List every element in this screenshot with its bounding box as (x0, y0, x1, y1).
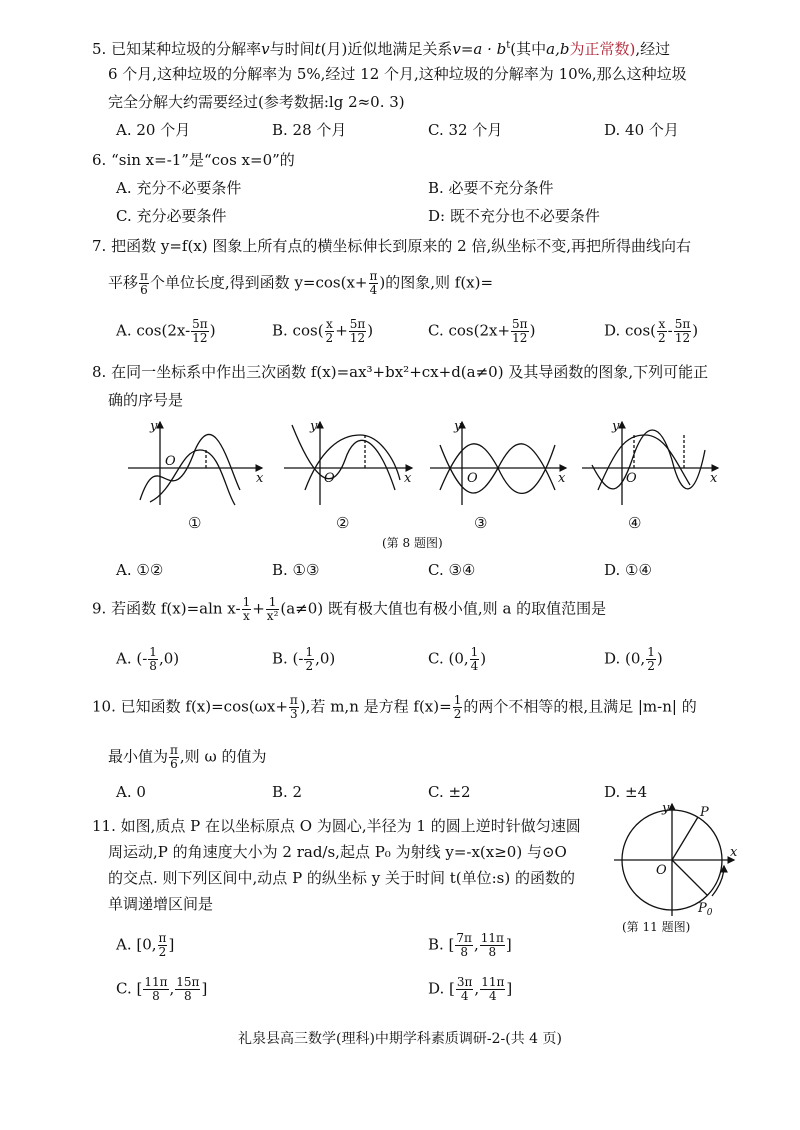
q11-line1: 11. 如图,质点 P 在以坐标原点 O 为圆心,半径为 1 的圆上逆时针做匀速圆 (92, 817, 581, 835)
q6-option-c: C. 充分必要条件 (116, 207, 227, 225)
q8-option-a: A. ①② (116, 561, 164, 579)
q5-option-b: B. 28 个月 (272, 121, 347, 139)
q5-exponent: t (506, 40, 511, 51)
q11-option-c: C. [ $\frac{11\pi}{8}$ , $\frac{15\pi}{8}$ ] (116, 975, 208, 1003)
q10-line1: 10. 已知函数 f(x)=cos(ωx+ $\frac{\pi}{3}$ ),若 m,n 是方程 f(x)= $\frac{1}{2}$ 的两个不相等的根,且满足 |m-n| 的 (92, 693, 697, 721)
q7-frac-pi-6: $\frac{\pi}{6}$ (140, 269, 148, 297)
q11-caption: (第 11 题图) (622, 920, 691, 934)
q8-g4-o: O (626, 471, 637, 486)
q8-g4-x: x (710, 471, 718, 486)
q8-g3-o: O (467, 471, 478, 486)
q8-graph-3 (430, 422, 566, 505)
q11-line2: 周运动,P 的角速度大小为 2 rad/s,起点 P₀ 为射线 y=-x(x≥0) 与⊙O (108, 843, 567, 861)
q5-line3: 完全分解大约需要经过(参考数据:lg 2≈0. 3) (108, 93, 405, 111)
q8-option-d: D. ①④ (604, 561, 652, 579)
q7-text-c: )的图象,则 f(x)= (379, 273, 494, 292)
q5-formula: v=a · b (452, 40, 507, 58)
q11-label-p: P (700, 805, 709, 820)
q5-var-v: v (261, 40, 270, 58)
q10-option-c: C. ±2 (428, 783, 471, 801)
q7-text-a: 平移 (108, 273, 139, 292)
q5-option-a: A. 20 个月 (116, 121, 191, 139)
q10-option-d: D. ±4 (604, 783, 648, 801)
q9-option-c: C. (0, $\frac{1}{4}$ ) (428, 645, 487, 673)
q8-option-b: B. ①③ (272, 561, 320, 579)
q5-option-c: C. 32 个月 (428, 121, 503, 139)
q5-option-d: D. 40 个月 (604, 121, 679, 139)
q8-g4-y: y (612, 419, 620, 434)
q11-label-o: O (656, 863, 667, 878)
q11-ray-p0 (672, 860, 707, 895)
q8-g3-y: y (454, 419, 462, 434)
q5-text-g: (其中 (510, 40, 547, 58)
q8-g2-y: y (310, 419, 318, 434)
q8-g2-x: x (404, 471, 412, 486)
q5-text-j: ,经过 (635, 40, 671, 58)
q10-option-a: A. 0 (116, 783, 146, 801)
q11-line3: 的交点. 则下列区间中,动点 P 的纵坐标 y 关于时间 t(单位:s) 的函数的 (108, 869, 575, 887)
q11-option-a: A. [0, $\frac{\pi}{2}$ ] (116, 931, 175, 959)
q6-option-d: D: 既不充分也不必要条件 (428, 207, 600, 225)
q7-line2 (108, 270, 493, 297)
q11-option-d: D. [ $\frac{3\pi}{4}$ , $\frac{11\pi}{4}$ ] (428, 975, 513, 1003)
q9-option-a: A. (- $\frac{1}{8}$ ,0) (116, 645, 180, 673)
q11-label-p0: $P_0$ (698, 901, 713, 918)
q9-option-d: D. (0, $\frac{1}{2}$ ) (604, 645, 663, 673)
q7-option-b: B. cos( $\frac{x}{2}$ + $\frac{5\pi}{12}$ ) (272, 317, 374, 345)
q8-figure (0, 410, 800, 550)
q5-highlight: 为正常数) (569, 40, 636, 58)
q7-text-b: 个单位长度,得到函数 y=cos(x+ (149, 273, 368, 292)
q5-var-t: t (314, 40, 321, 58)
q5-text-e: (月)近似地满足关系 (320, 40, 453, 58)
q5-text-c: 与时间 (269, 40, 315, 58)
q8-label-1: ① (188, 514, 202, 532)
q5-line2: 6 个月,这种垃圾的分解率为 5%,经过 12 个月,这种垃圾的分解率为 10%,那么这种垃圾 (108, 65, 687, 83)
q6-option-a: A. 充分不必要条件 (116, 179, 242, 197)
q8-graph-1 (128, 422, 262, 505)
q9-stem: 9. 若函数 f(x)=aln x- $\frac{1}{x}$ + $\frac{1}{\text{x²}}$ (a≠0) 既有极大值也有极小值,则 a 的取值范围是 (92, 595, 607, 623)
q8-label-2: ② (336, 514, 350, 532)
q8-graph-4 (582, 422, 718, 505)
q8-g1-o: O (165, 454, 176, 469)
q11-option-b: B. [ $\frac{7\pi}{8}$ , $\frac{11\pi}{8}$ ] (428, 931, 512, 959)
q7-frac-pi-4: $\frac{\pi}{4}$ (369, 269, 378, 297)
q11-line4: 单调递增区间是 (108, 895, 214, 913)
q8-line1: 8. 在同一坐标系中作出三次函数 f(x)=ax³+bx²+cx+d(a≠0) 及其导函数的图象,下列可能正 (92, 363, 709, 381)
q7-option-d: D. cos( $\frac{x}{2}$ - $\frac{5\pi}{12}$ ) (604, 317, 699, 345)
q6-option-b: B. 必要不充分条件 (428, 179, 554, 197)
q8-g1-x: x (256, 471, 264, 486)
q8-caption: (第 8 题图) (382, 536, 443, 550)
q5-text-a: 5. 已知某种垃圾的分解率 (92, 40, 262, 58)
q10-line2: 最小值为 $\frac{\pi}{6}$ ,则 ω 的值为 (108, 743, 267, 771)
q7-option-c: C. cos(2x+ $\frac{5\pi}{12}$ ) (428, 317, 536, 345)
q5-vars-ab: a,b (546, 40, 570, 58)
q8-label-3: ③ (474, 514, 488, 532)
q11-ray-p (672, 817, 698, 860)
page-footer: 礼泉县高三数学(理科)中期学科素质调研-2-(共 4 页) (237, 1031, 563, 1047)
q11-label-x: x (730, 845, 738, 860)
q7-line1: 7. 把函数 y=f(x) 图象上所有点的横坐标伸长到原来的 2 倍,纵坐标不变,再把所得曲线向右 (92, 237, 691, 255)
q11-label-y: y (662, 801, 670, 816)
q9-option-b: B. (- $\frac{1}{2}$ ,0) (272, 645, 336, 673)
q6-stem: 6. “sin x=-1”是“cos x=0”的 (92, 151, 295, 169)
q8-label-4: ④ (628, 514, 642, 532)
q8-graph-2 (284, 422, 412, 505)
q10-option-b: B. 2 (272, 783, 303, 801)
q8-g1-y: y (150, 419, 158, 434)
q8-line2: 确的序号是 (108, 391, 184, 409)
q8-g3-x: x (558, 471, 566, 486)
q11-figure (612, 800, 742, 922)
q5-line1 (92, 36, 670, 59)
q7-option-a: A. cos(2x- $\frac{5\pi}{12}$ ) (116, 317, 216, 345)
q8-g2-o: O (324, 471, 335, 486)
q8-option-c: C. ③④ (428, 561, 476, 579)
